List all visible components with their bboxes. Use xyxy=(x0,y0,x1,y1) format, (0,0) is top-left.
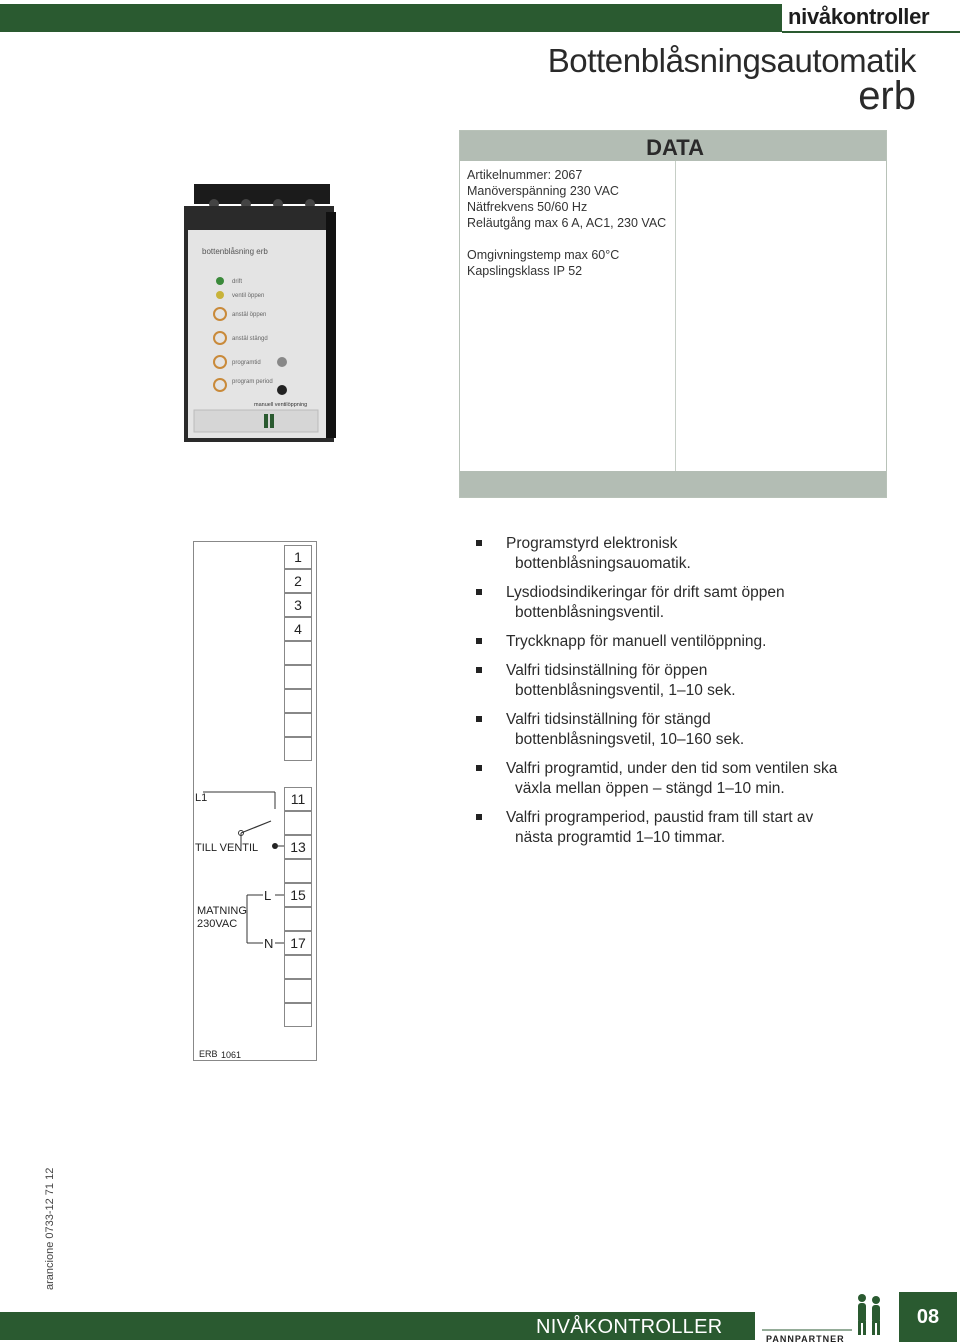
device-indicator-1: ventil öppen xyxy=(232,293,265,299)
switch-icon xyxy=(277,357,287,367)
device-button-label: manuell ventilöppning xyxy=(254,402,308,408)
footer-label: NIVÅKONTROLLER xyxy=(536,1316,723,1338)
spec-line: Kapslingsklass IP 52 xyxy=(467,264,583,278)
label-n: N xyxy=(264,936,274,951)
terminal: 3 xyxy=(284,593,312,617)
data-box-heading: DATA xyxy=(646,135,704,160)
device-panel-title: bottenblåsning erb xyxy=(202,247,268,256)
terminal: 4 xyxy=(284,617,312,641)
wiring-lines xyxy=(193,541,317,1061)
data-spec-list xyxy=(467,167,666,279)
label-l: L xyxy=(264,888,272,903)
feature-item: Valfri tidsinställning för stängd bottenblåsningsvetil, 10–160 sek. xyxy=(476,710,946,750)
page-title: Bottenblåsningsautomatik xyxy=(547,42,916,79)
label-till-ventil: TILL VENTIL xyxy=(195,842,259,854)
device-indicator-5: program period xyxy=(232,379,273,385)
feature-list xyxy=(476,534,946,857)
spec-line: Omgivningstemp max 60°C xyxy=(467,248,620,262)
page-subtitle: erb xyxy=(858,74,916,118)
led-icon xyxy=(216,277,224,285)
data-box-footer xyxy=(460,471,886,497)
feature-item: Tryckknapp för manuell ventilöppning. xyxy=(476,632,946,652)
device-image xyxy=(180,182,340,444)
terminal: 2 xyxy=(284,569,312,593)
section-label: nivåkontroller xyxy=(788,4,930,29)
top-bar-line xyxy=(782,31,960,33)
spec-line: Artikelnummer: 2067 xyxy=(467,168,583,182)
label-erb: ERB xyxy=(199,1049,218,1059)
label-230vac: 230VAC xyxy=(197,918,238,930)
spec-line: Manöverspänning 230 VAC xyxy=(467,184,619,198)
terminal: 11 xyxy=(284,787,312,811)
device-indicator-4: programtid xyxy=(232,360,261,366)
feature-item: Valfri tidsinställning för öppen bottenblåsningsventil, 1–10 sek. xyxy=(476,661,946,701)
label-l1: L1 xyxy=(195,792,208,804)
feature-item: Programstyrd elektronisk bottenblåsningsauomatik. xyxy=(476,534,946,574)
device-indicator-3: anstäl stängd xyxy=(232,336,268,342)
feature-item: Valfri programtid, under den tid som ventilen ska växla mellan öppen – stängd 1–10 min. xyxy=(476,759,946,799)
push-button-icon xyxy=(277,385,287,395)
feature-item: Lysdiodsindikeringar för drift samt öppen bottenblåsningsventil. xyxy=(476,583,946,623)
data-box-divider xyxy=(675,161,676,473)
device-indicator-0: drift xyxy=(232,279,243,285)
page-number: 08 xyxy=(899,1292,957,1342)
logo-text: PANNPARTNER xyxy=(766,1334,845,1344)
top-bar xyxy=(0,4,782,32)
terminal: 1 xyxy=(284,545,312,569)
label-matning: MATNING xyxy=(197,905,247,917)
terminal: 15 xyxy=(284,883,312,907)
led-icon xyxy=(216,291,224,299)
spec-line: Nätfrekvens 50/60 Hz xyxy=(467,200,588,214)
label-code: 1061 xyxy=(221,1050,242,1060)
terminal: 17 xyxy=(284,931,312,955)
terminal: 13 xyxy=(284,835,312,859)
side-credit-text: arancione 0733-12 71 12 xyxy=(44,1167,56,1290)
spec-line: Reläutgång max 6 A, AC1, 230 VAC xyxy=(467,216,667,230)
feature-item: Valfri programperiod, paustid fram till start av nästa programtid 1–10 timmar. xyxy=(476,808,946,848)
data-box xyxy=(459,130,887,498)
device-indicator-2: anstäl öppen xyxy=(232,312,267,318)
